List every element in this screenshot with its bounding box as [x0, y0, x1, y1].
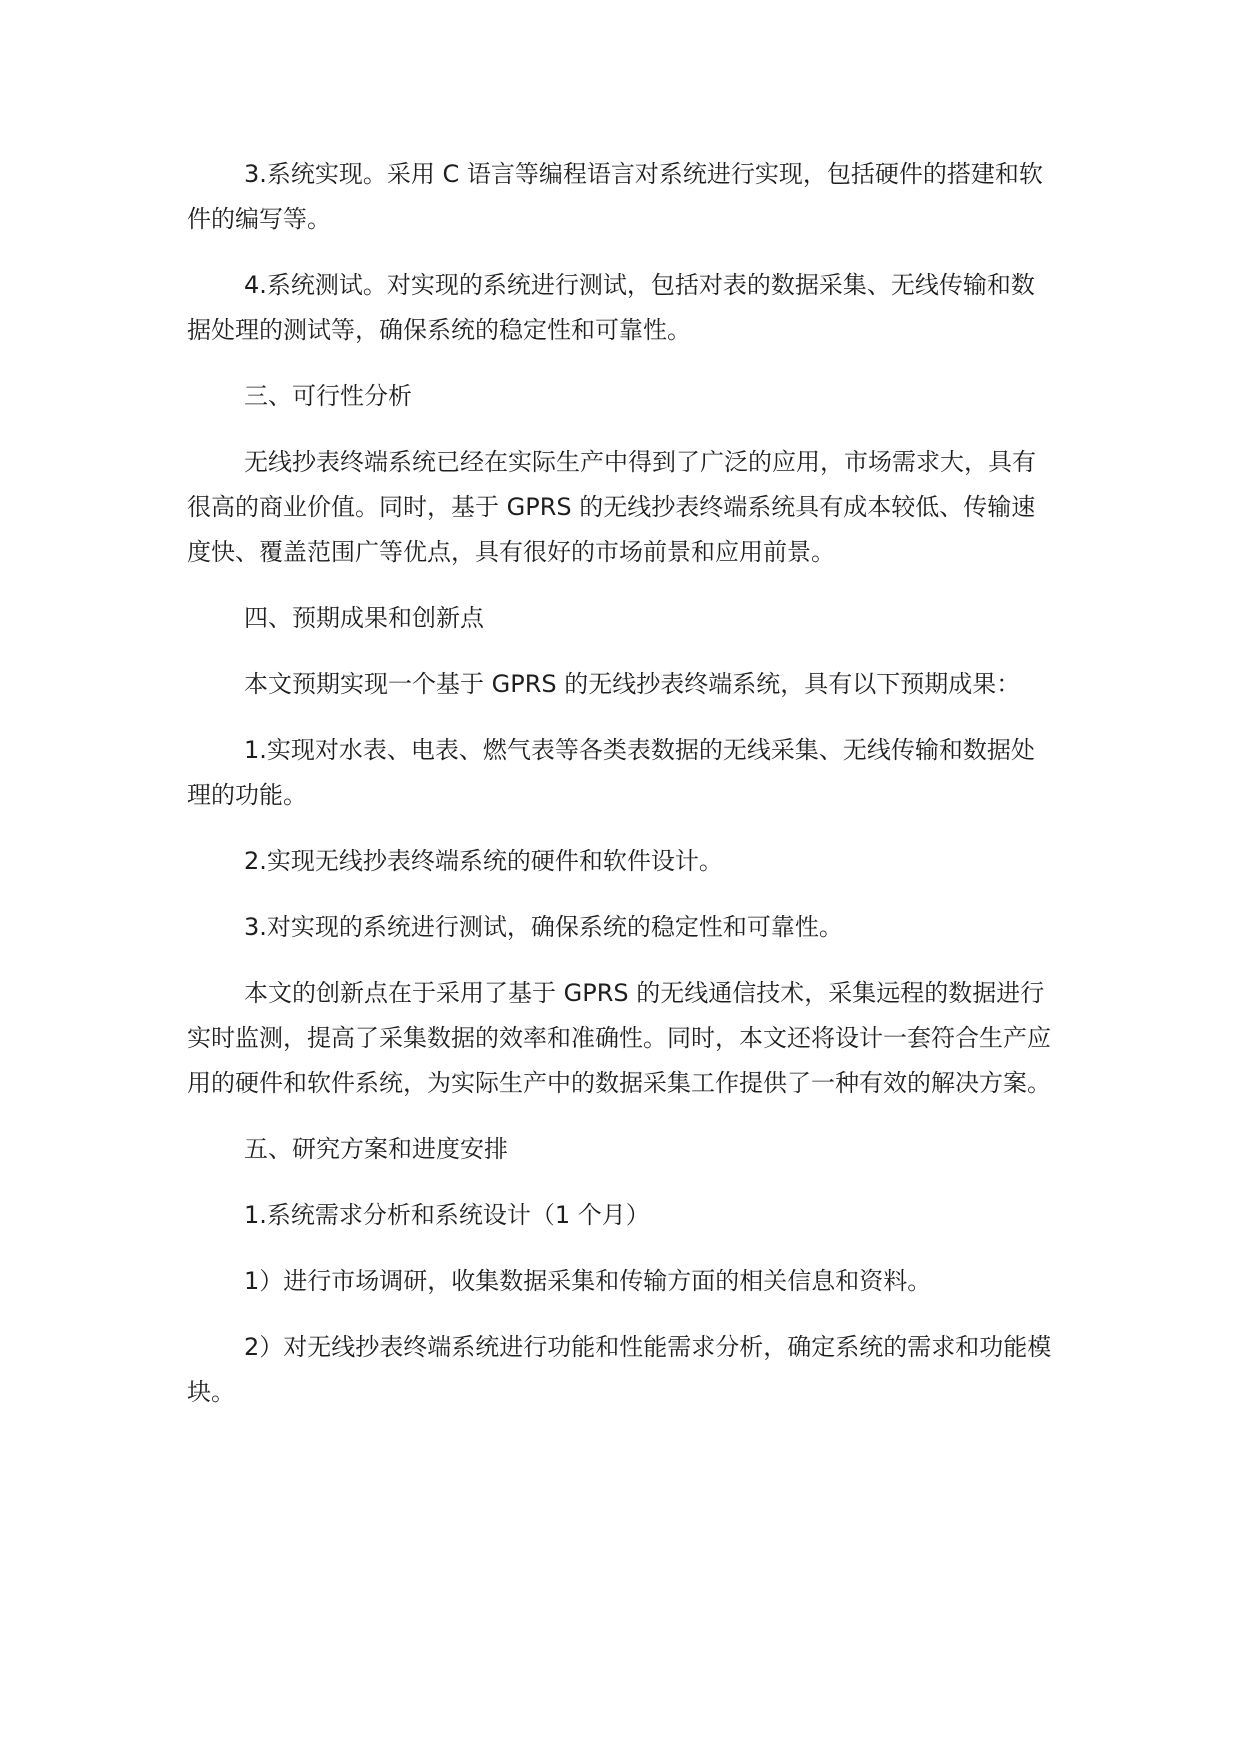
paragraph-innovation: 本文的创新点在于采用了基于 GPRS 的无线通信技术，采集远程的数据进行实时监测，提高了采集数据的效率和准确性。同时，本文还将设计一套符合生产应用的硬件和软件系统，为实际生产中的数据采集工作提供了一种有效的解决方案。 [187, 979, 1051, 1097]
section-heading-expected-results: 四、预期成果和创新点 [244, 604, 484, 632]
paragraph-expected-results-intro: 本文预期实现一个基于 GPRS 的无线抄表终端系统，具有以下预期成果： [244, 670, 1021, 698]
list-item-market-research: 1）进行市场调研，收集数据采集和传输方面的相关信息和资料。 [244, 1267, 932, 1295]
document-body [187, 152, 1055, 1436]
list-item-result-1: 1.实现对水表、电表、燃气表等各类表数据的无线采集、无线传输和数据处理的功能。 [187, 736, 1035, 809]
list-item-requirements: 2）对无线抄表终端系统进行功能和性能需求分析，确定系统的需求和功能模块。 [187, 1333, 1052, 1406]
paragraph-system-testing: 4.系统测试。对实现的系统进行测试，包括对表的数据采集、无线传输和数据处理的测试等，确保系统的稳定性和可靠性。 [187, 271, 1035, 344]
section-heading-research-plan: 五、研究方案和进度安排 [244, 1135, 508, 1163]
list-item-result-3: 3.对实现的系统进行测试，确保系统的稳定性和可靠性。 [244, 913, 843, 941]
list-item-result-2: 2.实现无线抄表终端系统的硬件和软件设计。 [244, 847, 723, 875]
paragraph-feasibility: 无线抄表终端系统已经在实际生产中得到了广泛的应用，市场需求大，具有很高的商业价值。同时，基于 GPRS 的无线抄表终端系统具有成本较低、传输速度快、覆盖范围广等优点，具有很好的市场前景和应用前景。 [187, 448, 1036, 566]
section-heading-feasibility: 三、可行性分析 [244, 382, 412, 410]
paragraph-system-implementation: 3.系统实现。采用 C 语言等编程语言对系统进行实现，包括硬件的搭建和软件的编写等。 [187, 160, 1043, 233]
subheading-requirements-analysis: 1.系统需求分析和系统设计（1 个月） [244, 1201, 650, 1229]
